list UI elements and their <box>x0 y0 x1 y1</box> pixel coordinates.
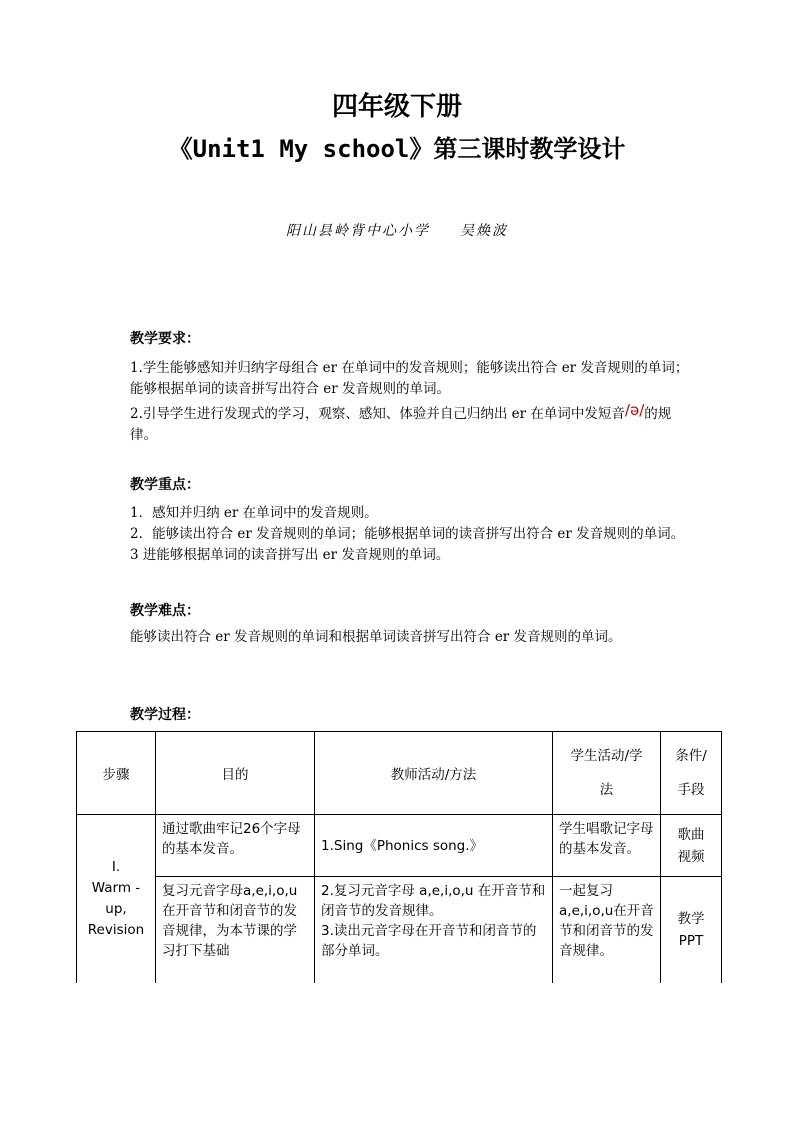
requirements-heading: 教学要求： <box>130 331 200 347</box>
row1-purpose: 通过歌曲牢记26个字母的基本发音。 <box>156 815 315 877</box>
table-row <box>77 877 722 983</box>
row2-means-line2: PPT <box>678 932 704 949</box>
process-heading: 教学过程： <box>130 707 200 723</box>
row2-means-line1: 教学 <box>677 910 705 927</box>
process-table <box>76 731 722 983</box>
key-points-body <box>98 503 698 566</box>
row1-means-line1: 歌曲 <box>677 826 705 843</box>
table-row <box>77 815 722 877</box>
row1-means <box>661 815 722 877</box>
header-means-line2: 手段 <box>677 782 705 798</box>
header-means <box>661 732 722 815</box>
header-student-line1: 学生活动/学 <box>570 748 643 764</box>
key-point-2: 2．能够读出符合 er 发音规则的单词；能够根据单词的读音拼写出符合 er 发音规则的单词。 <box>130 526 685 542</box>
step-warm-up <box>77 815 156 983</box>
header-student-activity <box>553 732 661 815</box>
row2-purpose: 复习元音字母a,e,i,o,u在开音节和闭音节的发音规律，为本节课的学习打下基础 <box>156 877 315 983</box>
header-step: 步骤 <box>77 732 156 815</box>
requirements-item-2-text: 2.引导学生进行发现式的学习，观察、感知、体验并自己归纳出 er 在单词中发短音 <box>130 406 625 422</box>
step-line-2: Warm - <box>91 879 141 896</box>
step-line-3: up, <box>105 900 127 917</box>
author-name: 吴焕波 <box>460 223 508 239</box>
key-point-1: 1．感知并归纳 er 在单词中的发音规则。 <box>130 505 378 521</box>
row2-teacher-line2: 3.读出元音字母在开音节和闭音节的部分单词。 <box>321 923 537 959</box>
header-purpose: 目的 <box>156 732 315 815</box>
header-means-line1: 条件/ <box>675 748 707 764</box>
row1-means-line2: 视频 <box>677 848 705 865</box>
row1-student-activity: 学生唱歌记字母的基本发音。 <box>553 815 661 877</box>
step-line-4: Revision <box>87 921 145 938</box>
row2-teacher-activity <box>315 877 553 983</box>
step-line-1: I. <box>111 858 121 875</box>
author-line <box>0 220 794 240</box>
phonetic-symbol: /ə/ <box>624 401 645 419</box>
key-points-heading: 教学重点： <box>130 477 200 493</box>
row2-teacher-line1: 2.复习元音字母 a,e,i,o,u 在开音节和闭音节的发音规律。 <box>321 883 546 919</box>
requirements-item-1: 1.学生能够感知并归纳字母组合 er 在单词中的发音规则；能够读出符合 er 发音规则的单词；能够根据单词的读音拼写出符合 er 发音规则的单词。 <box>130 360 689 397</box>
requirements-body <box>98 358 698 446</box>
requirements-item-2 <box>98 400 698 446</box>
document-title-line1: 四年级下册 <box>331 92 462 122</box>
row1-teacher-activity: 1.Sing《Phonics song.》 <box>315 815 553 877</box>
header-teacher-activity: 教师活动/方法 <box>315 732 553 815</box>
author-school: 阳山县岭背中心小学 <box>286 223 430 239</box>
row2-means <box>661 877 722 983</box>
requirements-item-2-end: 的规律。 <box>130 406 672 443</box>
document-title-line2: 《Unit1 My school》第三课时教学设计 <box>168 135 626 163</box>
row2-student-activity: 一起复习a,e,i,o,u在开音节和闭音节的发音规律。 <box>553 877 661 983</box>
header-student-line2: 法 <box>599 782 614 798</box>
key-point-3: 3 进能够根据单词的读音拼写出 er 发音规则的单词。 <box>130 547 450 563</box>
table-header-row <box>77 732 722 815</box>
difficulties-text: 能够读出符合 er 发音规则的单词和根据单词读音拼写出符合 er 发音规则的单词。 <box>130 629 622 645</box>
difficulties-heading: 教学难点： <box>130 603 200 619</box>
